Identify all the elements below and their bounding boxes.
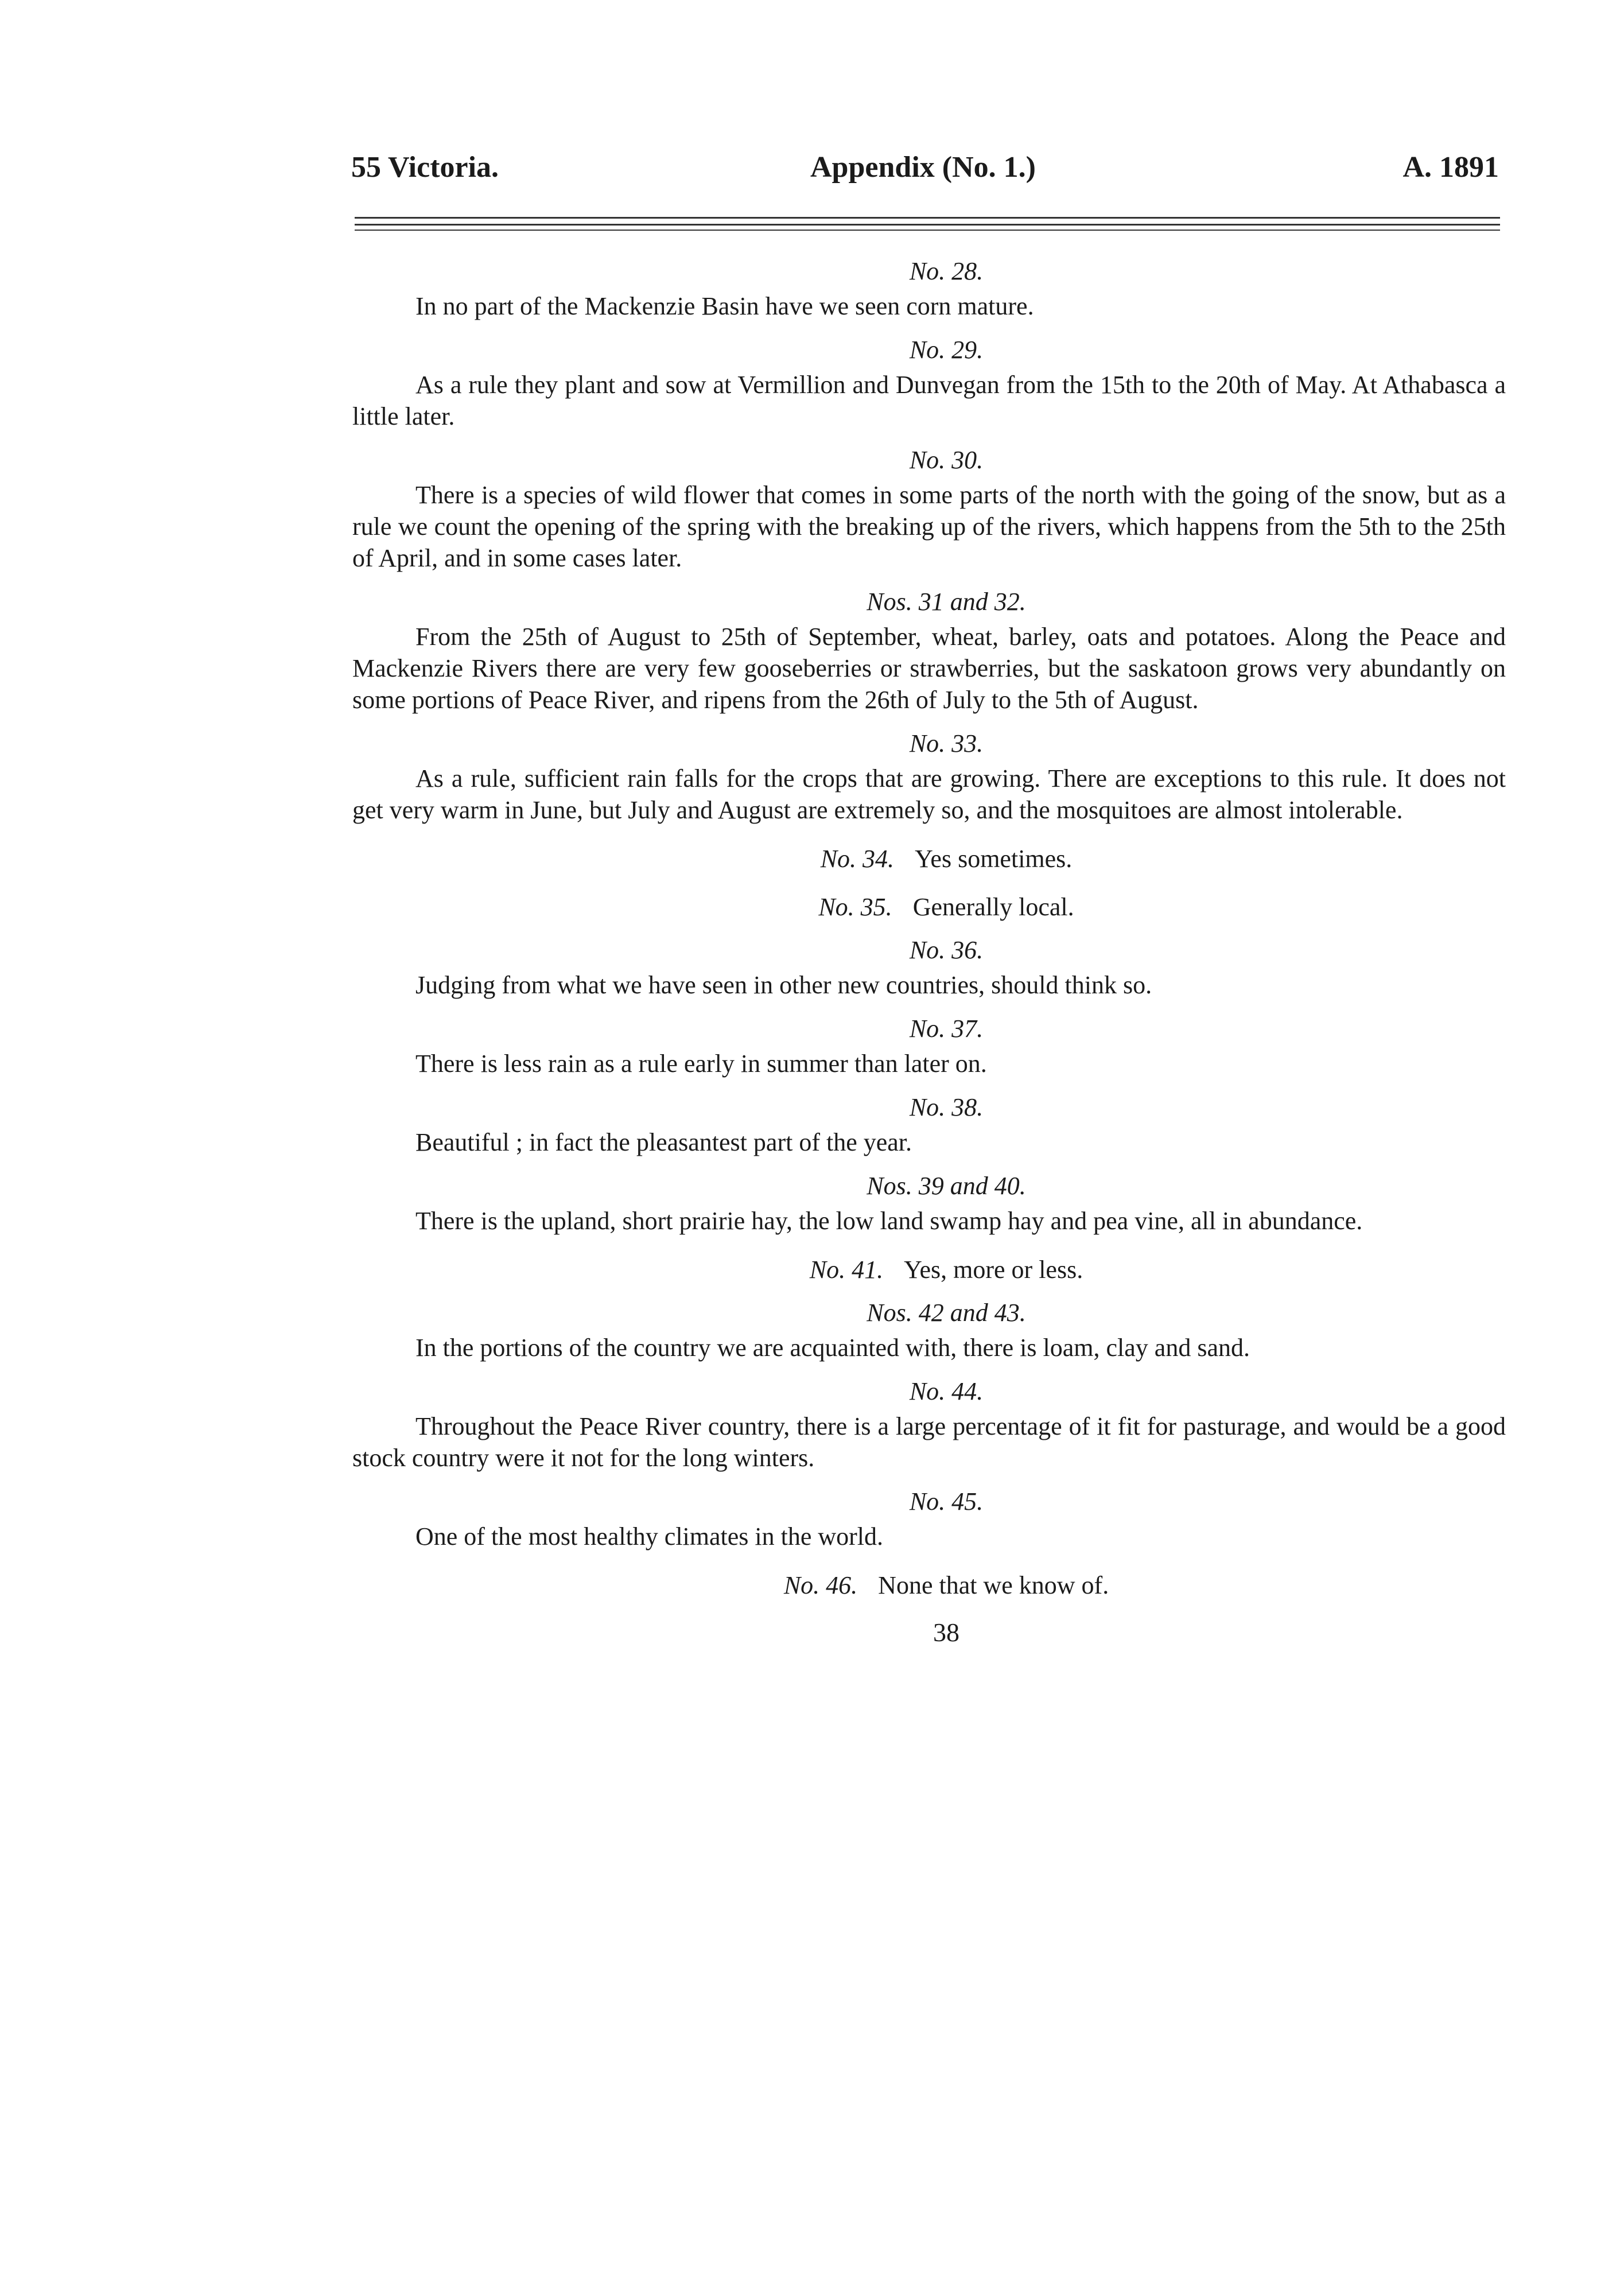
answer-paragraph: As a rule they plant and sow at Vermillion and Dunvegan from the 15th to the 20th of May. At Athabasca a little later. <box>352 371 1506 430</box>
answer-paragraph: Beautiful ; in fact the pleasantest part of the year. <box>415 1128 912 1156</box>
question-heading: Nos. 39 and 40. <box>867 1172 1026 1200</box>
question-heading: No. 36. <box>909 936 984 964</box>
header-session: 55 Victoria. <box>351 151 499 184</box>
answer-text: None that we know of. <box>878 1571 1109 1599</box>
question-heading: No. 29. <box>909 336 984 364</box>
question-heading: No. 45. <box>909 1487 984 1516</box>
question-heading: No. 28. <box>909 257 984 285</box>
inline-answer <box>352 883 1506 931</box>
question-heading: Nos. 31 and 32. <box>867 588 1026 616</box>
question-label: No. 41. <box>809 1256 884 1284</box>
answer-paragraph: In no part of the Mackenzie Basin have we seen corn mature. <box>415 292 1034 320</box>
header-year: A. 1891 <box>1402 151 1499 184</box>
question-label: No. 35. <box>818 893 892 921</box>
answer-text: Yes sometimes. <box>915 845 1073 873</box>
question-heading: No. 38. <box>909 1093 984 1121</box>
inline-answer <box>352 1246 1506 1294</box>
question-heading: No. 30. <box>909 446 984 474</box>
inline-answer <box>352 1561 1506 1610</box>
inline-answer <box>352 835 1506 883</box>
question-heading: Nos. 42 and 43. <box>867 1299 1026 1327</box>
answer-paragraph: Throughout the Peace River country, there is a large percentage of it fit for pasturage, and would be a good stock country were it not for the long winters. <box>352 1412 1506 1472</box>
answer-paragraph: In the portions of the country we are acquainted with, there is loam, clay and sand. <box>415 1334 1250 1362</box>
header-appendix: Appendix (No. 1.) <box>810 151 1036 184</box>
header-rule <box>355 217 1500 219</box>
answer-paragraph: There is the upland, short prairie hay, the low land swamp hay and pea vine, all in abundance. <box>415 1207 1363 1235</box>
question-label: No. 46. <box>783 1571 858 1599</box>
question-heading: No. 44. <box>909 1377 984 1405</box>
answer-paragraph: There is a species of wild flower that comes in some parts of the north with the going of the snow, but as a rule we count the opening of the spring with the breaking up of the rivers, which happens from the 5th to the 25th of April, and in some cases later. <box>352 481 1506 572</box>
answer-paragraph: Judging from what we have seen in other new countries, should think so. <box>415 971 1152 999</box>
answer-paragraph: There is less rain as a rule early in summer than later on. <box>415 1050 987 1078</box>
question-label: No. 34. <box>820 845 895 873</box>
header-rule <box>355 224 1500 226</box>
answer-text: Yes, more or less. <box>904 1256 1083 1284</box>
question-heading: No. 33. <box>909 729 984 757</box>
page-header <box>351 150 1499 191</box>
header-rule <box>355 230 1500 231</box>
answer-paragraph: As a rule, sufficient rain falls for the crops that are growing. There are exceptions to this rule. It does not get very warm in June, but July and August are extremely so, and the mosquitoes are almost intolerable. <box>352 764 1506 824</box>
page-number: 38 <box>933 1618 959 1647</box>
question-heading: No. 37. <box>909 1015 984 1043</box>
answer-paragraph: One of the most healthy climates in the world. <box>415 1522 884 1551</box>
answer-paragraph: From the 25th of August to 25th of September, wheat, barley, oats and potatoes. Along the Peace and Mackenzie Rivers there are very few gooseberries or strawberries, but the saskatoon grows very abundantly on some portions of Peace River, and ripens from the 26th of July to the 5th of August. <box>352 623 1506 714</box>
page-content <box>352 252 1506 1648</box>
answer-text: Generally local. <box>912 893 1074 921</box>
